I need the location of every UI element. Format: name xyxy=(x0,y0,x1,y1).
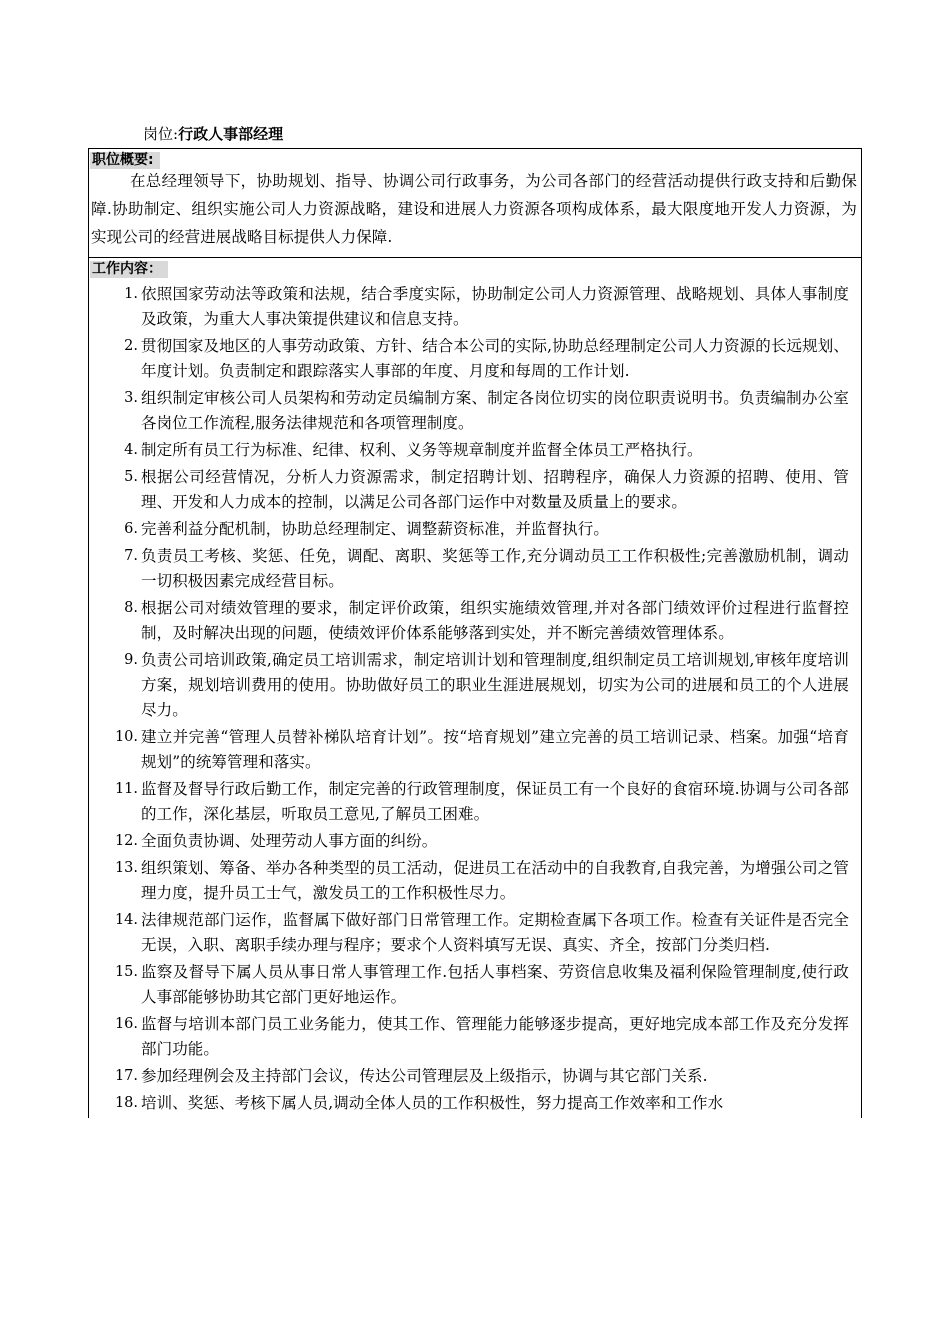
duty-number: 16. xyxy=(114,1016,138,1032)
duty-number: 8. xyxy=(124,600,138,616)
duty-number: 10. xyxy=(114,729,138,745)
duty-list xyxy=(89,278,861,1116)
duty-number: 14. xyxy=(114,912,138,928)
summary-title: 职位概要: xyxy=(90,152,160,169)
duty-text: 组织策划、筹备、举办各种类型的员工活动，促进员工在活动中的自我教育,自我完善，为增强公司之管理力度，提升员工士气，激发员工的工作积极性尽力。 xyxy=(141,859,849,902)
duty-number: 9. xyxy=(124,652,138,668)
duty-number: 1. xyxy=(124,286,138,302)
duty-number: 15. xyxy=(114,964,138,980)
duty-text: 全面负责协调、处理劳动人事方面的纠纷。 xyxy=(141,832,438,850)
duties-title: 工作内容： xyxy=(90,261,168,278)
duty-item xyxy=(111,829,849,854)
duty-number: 13. xyxy=(114,860,138,876)
duty-number: 5. xyxy=(124,469,138,485)
duty-item xyxy=(111,1064,849,1089)
duty-text: 参加经理例会及主持部门会议，传达公司管理层及上级指示，协调与其它部门关系. xyxy=(141,1067,708,1085)
position-header xyxy=(143,124,283,144)
duty-item xyxy=(111,648,849,723)
duty-item xyxy=(111,725,849,775)
job-description-table xyxy=(88,148,862,1118)
summary-text: 在总经理领导下，协助规划、指导、协调公司行政事务，为公司各部门的经营活动提供行政支持和后勤保障.协助制定、组织实施公司人力资源战略，建设和进展人力资源各项构成体系，最大限度地开发人力资源，为实现公司的经营进展战略目标提供人力保障. xyxy=(91,172,857,246)
duty-text: 监督与培训本部门员工业务能力，使其工作、管理能力能够逐步提高，更好地完成本部工作及充分发挥部门功能。 xyxy=(141,1015,849,1058)
position-value: 行政人事部经理 xyxy=(178,125,284,143)
duties-section xyxy=(89,257,861,1116)
duty-item xyxy=(111,465,849,515)
duty-text: 建立并完善“管理人员替补梯队培育计划”。按“培育规划”建立完善的员工培训记录、档案。加强“培育规划”的统筹管理和落实。 xyxy=(141,728,849,771)
duty-number: 4. xyxy=(124,442,138,458)
duty-text: 制定所有员工行为标准、纪律、权利、义务等规章制度并监督全体员工严格执行。 xyxy=(141,441,703,459)
duty-item xyxy=(111,544,849,594)
duty-number: 6. xyxy=(124,521,138,537)
duty-text: 依照国家劳动法等政策和法规，结合季度实际，协助制定公司人力资源管理、战略规划、具体人事制度及政策，为重大人事决策提供建议和信息支持。 xyxy=(141,285,849,328)
duty-item xyxy=(111,1012,849,1062)
duty-item xyxy=(111,386,849,436)
duty-number: 2. xyxy=(124,338,138,354)
duty-item xyxy=(111,334,849,384)
duty-text: 根据公司经营情况，分析人力资源需求，制定招聘计划、招聘程序，确保人力资源的招聘、使用、管理、开发和人力成本的控制，以满足公司各部门运作中对数量及质量上的要求。 xyxy=(141,468,849,511)
duty-text: 培训、奖惩、考核下属人员,调动全体人员的工作积极性，努力提高工作效率和工作水 xyxy=(141,1094,724,1112)
duty-text: 组织制定审核公司人员架构和劳动定员编制方案、制定各岗位切实的岗位职责说明书。负责编制办公室各岗位工作流程,服务法律规范和各项管理制度。 xyxy=(141,389,849,432)
duty-number: 12. xyxy=(114,833,138,849)
duty-text: 监察及督导下属人员从事日常人事管理工作.包括人事档案、劳资信息收集及福利保险管理制度,使行政人事部能够协助其它部门更好地运作。 xyxy=(141,963,849,1006)
duty-number: 11. xyxy=(114,781,138,797)
duty-text: 负责公司培训政策,确定员工培训需求，制定培训计划和管理制度,组织制定员工培训规划,审核年度培训方案，规划培训费用的使用。协助做好员工的职业生涯进展规划，切实为公司的进展和员工的个人进展尽力。 xyxy=(141,651,849,719)
summary-section xyxy=(89,149,861,257)
duty-text: 贯彻国家及地区的人事劳动政策、方针、结合本公司的实际,协助总经理制定公司人力资源的长远规划、年度计划。负责制定和跟踪落实人事部的年度、月度和每周的工作计划. xyxy=(141,337,849,380)
duty-item xyxy=(111,777,849,827)
duty-item xyxy=(111,596,849,646)
duty-number: 18. xyxy=(114,1095,138,1111)
duty-item xyxy=(111,1091,849,1116)
duty-text: 监督及督导行政后勤工作，制定完善的行政管理制度，保证员工有一个良好的食宿环境.协调与公司各部的工作，深化基层，听取员工意见,了解员工困难。 xyxy=(141,780,849,823)
duty-item xyxy=(111,282,849,332)
duty-text: 法律规范部门运作，监督属下做好部门日常管理工作。定期检查属下各项工作。检查有关证件是否完全无误，入职、离职手续办理与程序；要求个人资料填写无误、真实、齐全，按部门分类归档. xyxy=(141,911,849,954)
duty-item xyxy=(111,517,849,542)
duty-item xyxy=(111,856,849,906)
duty-number: 7. xyxy=(124,548,138,564)
duty-item xyxy=(111,438,849,463)
duty-number: 3. xyxy=(124,390,138,406)
duty-text: 根据公司对绩效管理的要求，制定评价政策，组织实施绩效管理,并对各部门绩效评价过程进行监督控制，及时解决出现的问题，使绩效评价体系能够落到实处，并不断完善绩效管理体系。 xyxy=(141,599,849,642)
duty-text: 负责员工考核、奖惩、任免，调配、离职、奖惩等工作,充分调动员工工作积极性;完善激励机制，调动一切积极因素完成经营目标。 xyxy=(141,547,849,590)
duty-item xyxy=(111,960,849,1010)
position-label: 岗位: xyxy=(143,125,179,143)
duty-number: 17. xyxy=(114,1068,138,1084)
duty-item xyxy=(111,908,849,958)
duty-text: 完善利益分配机制，协助总经理制定、调整薪资标准，并监督执行。 xyxy=(141,520,610,538)
